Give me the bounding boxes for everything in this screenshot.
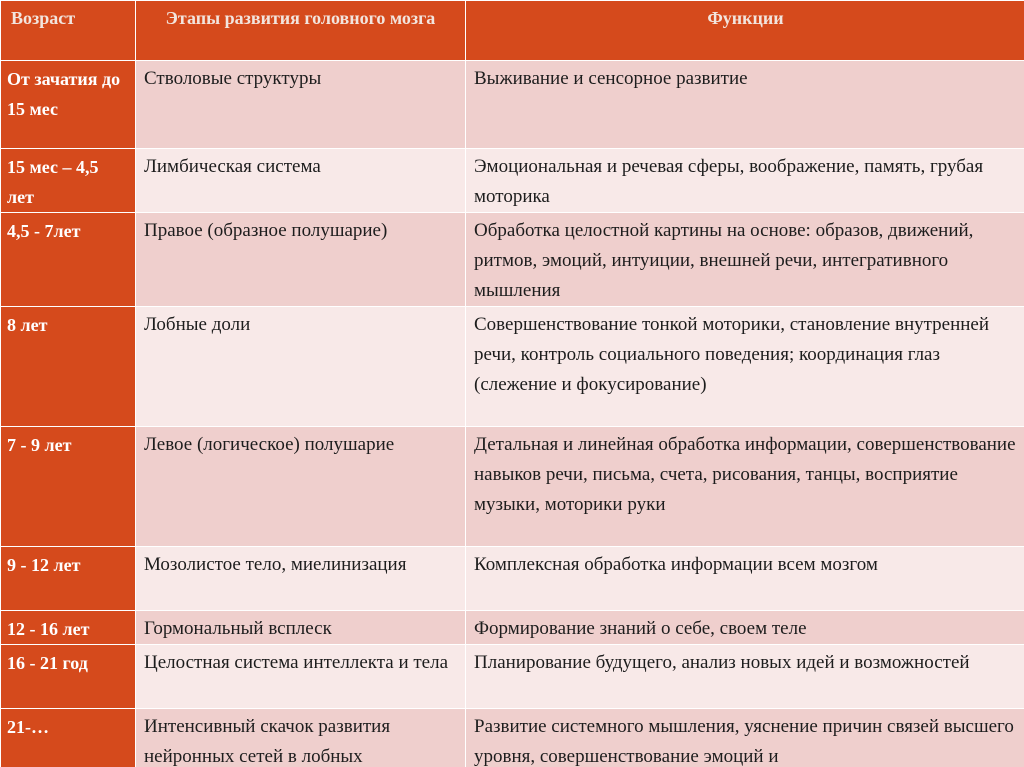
table-row	[1, 709, 1024, 767]
function-cell: Обработка целостной картины на основе: образов, движений, ритмов, эмоций, интуиции, внешней речи, интегративного мышления	[466, 213, 1024, 307]
age-cell: От зачатия до 15 мес	[1, 61, 136, 149]
stage-cell: Гормональный всплеск	[136, 611, 466, 645]
function-cell: Эмоциональная и речевая сферы, воображение, память, грубая моторика	[466, 149, 1024, 213]
table-row	[1, 427, 1024, 547]
table-header-row	[1, 1, 1024, 61]
function-cell: Комплексная обработка информации всем мозгом	[466, 547, 1024, 611]
stage-cell: Правое (образное полушарие)	[136, 213, 466, 307]
age-cell: 16 - 21 год	[1, 645, 136, 709]
function-cell: Детальная и линейная обработка информации, совершенствование навыков речи, письма, счета, рисования, танцы, восприятие музыки, моторики руки	[466, 427, 1024, 547]
function-cell: Совершенствование тонкой моторики, становление внутренней речи, контроль социального поведения; координация глаз (слежение и фокусирование)	[466, 307, 1024, 427]
age-cell: 21-…	[1, 709, 136, 767]
table-row	[1, 149, 1024, 213]
age-cell: 12 - 16 лет	[1, 611, 136, 645]
stage-cell: Стволовые структуры	[136, 61, 466, 149]
header-functions: Функции	[466, 1, 1024, 61]
stage-cell: Лобные доли	[136, 307, 466, 427]
age-cell: 8 лет	[1, 307, 136, 427]
stage-cell: Интенсивный скачок развития нейронных сетей в лобных	[136, 709, 466, 767]
header-age: Возраст	[1, 1, 136, 61]
function-cell: Выживание и сенсорное развитие	[466, 61, 1024, 149]
function-cell: Планирование будущего, анализ новых идей и возможностей	[466, 645, 1024, 709]
age-cell: 4,5 - 7лет	[1, 213, 136, 307]
table-row	[1, 213, 1024, 307]
age-cell: 9 - 12 лет	[1, 547, 136, 611]
stage-cell: Лимбическая система	[136, 149, 466, 213]
table-row	[1, 611, 1024, 645]
stage-cell: Левое (логическое) полушарие	[136, 427, 466, 547]
stage-cell: Мозолистое тело, миелинизация	[136, 547, 466, 611]
table-row	[1, 645, 1024, 709]
age-cell: 7 - 9 лет	[1, 427, 136, 547]
table-row	[1, 307, 1024, 427]
stage-cell: Целостная система интеллекта и тела	[136, 645, 466, 709]
function-cell: Развитие системного мышления, уяснение причин связей высшего уровня, совершенствование эмоций и	[466, 709, 1024, 767]
table-row	[1, 61, 1024, 149]
table-row	[1, 547, 1024, 611]
header-stages: Этапы развития головного мозга	[136, 1, 466, 61]
age-cell: 15 мес – 4,5 лет	[1, 149, 136, 213]
function-cell: Формирование знаний о себе, своем теле	[466, 611, 1024, 645]
